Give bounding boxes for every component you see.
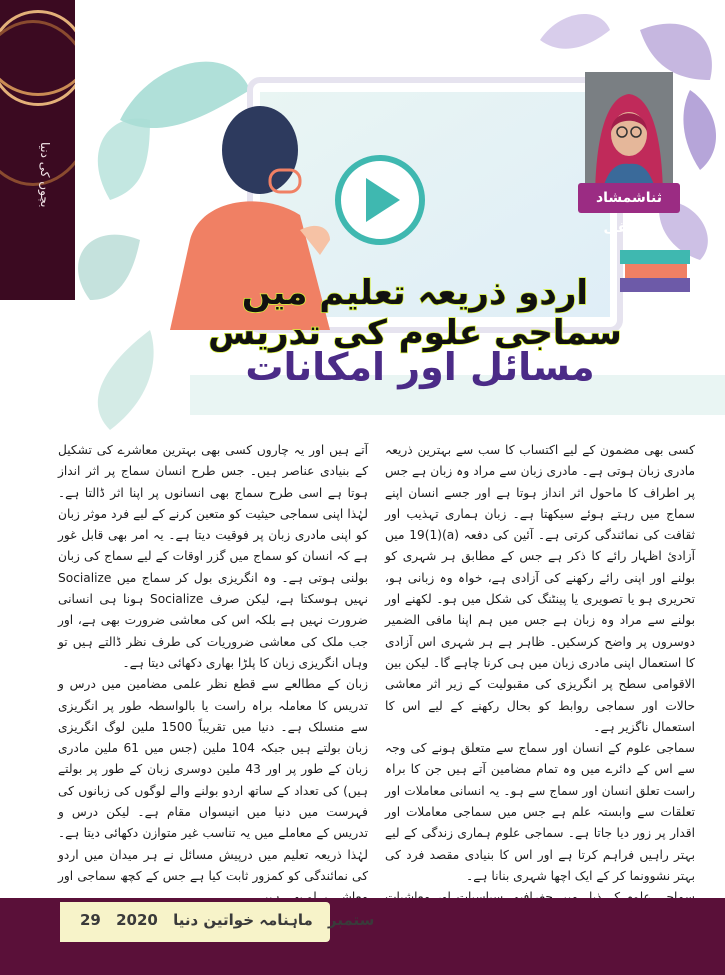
paragraph: کسی بھی مضمون کے لیے اکتساب کا سب سے بہترین ذریعہ مادری زبان ہوتی ہے۔ مادری زبان سے مراد وہ زبان ہے جس پر اطراف کا ماحول اثر انداز ہوتا ہے اور جسے انسان اپنے سماج میں رہتے ہوئے سیکھتا ہے۔ زبان ہماری تہذیب اور ثقافت کی نمائندگی کرتی ہے۔ آئین کی دفعہ (a)(1)19 میں آزادیٔ اظہار رائے کا ذکر ہے جس کے مطابق ہر شہری کو بولنے اور اپنی رائے رکھنے کی آزادی ہے، خواہ وہ زبانی ہو، تحریری ہو یا تصویری یا پینٹنگ کی شکل میں ہو۔ لکھنے اور بولنے سے مراد وہ زبان ہے جس میں ہم اپنا مافی الضمیر دوسروں پر واضح کرسکیں۔ ظاہر ہے ہر شہری اس آزادی کا استعمال اپنی مادری زبان میں ہی کرنا چاہے گا۔ لیکن بین الاقوامی سطح پر انگریزی کی مقبولیت کے زیر اثر معاشی حالات اور سماجی روابط کو بحال رکھنے کے لیے اس کا استعمال ناگزیر ہے۔	[385, 443, 696, 734]
footer	[80, 911, 384, 929]
person-illustration	[222, 106, 298, 194]
paragraph: آتے ہیں اور یہ چاروں کسی بھی بہترین معاشرے کی تشکیل کے بنیادی عناصر ہیں۔ جس طرح انسان سماج پر اثر انداز ہوتا ہے اسی طرح سماج بھی انسانوں پر اپنا اثر ڈالتا ہے۔ لہٰذا اپنی سماجی حیثیت کو متعین کرنے کے لیے فرد موثر زبان کو اپنی مادری زبان پر فوقیت دیتا ہے۔ یہ امر بھی قابل غور ہے کہ انسان کو سماج میں گزر اوقات کے لیے سماج کی زبان بولنی ہوتی ہے۔ وہ انگریزی بول کر سماج میں Socialize نہیں ہوسکتا ہے، لیکن صرف Socialize ہونا ہی انسانی ضرورت نہیں ہے بلکہ اس کی معاشی ضرورت بھی ہے، اور جب ملک کی معاشی ضروریات کی طرف نظر ڈالتے ہیں تو وہاں انگریزی زبان کا پلڑا بھاری دکھائی دیتا ہے۔	[58, 443, 368, 670]
footer-month: ستمبر	[328, 911, 375, 929]
text-column-left	[58, 440, 368, 909]
footer-year: 2020	[116, 911, 158, 929]
paragraph: سماجی علوم کے انسان اور سماج سے متعلق ہونے کی وجہ سے اس کے دائرے میں وہ تمام مضامین آتے ہیں جن کا براہ راست تعلق انسان اور سماج سے ہو۔ یہ انسانی معاملات اور تعلقات سے وابستہ علم ہے جس میں سماجی معاملات اور اقدار پر زور دیا جاتا ہے۔ سماجی علوم ہماری زندگی کے لیے بہتر راہیں فراہم کرتا ہے اور اس کا بنیادی مقصد فرد کی بہتر نشوونما کر کے ایک اچھا شہری بنانا ہے۔	[385, 741, 695, 883]
text-column-right	[385, 440, 695, 930]
magazine-name: ماہنامہ خواتین دنیا	[173, 911, 313, 929]
author-name: ثناشمشاد صدیقی	[578, 183, 680, 213]
paragraph: زبان کے مطالعے سے قطع نظر علمی مضامین میں درس و تدریس کا معاملہ براہ راست یا بالواسطہ طور پر انگریزی سے منسلک ہے۔ دنیا میں تقریباً 1500 ملین لوگ انگریزی زبان بولتے ہیں جبکہ 104 ملین (جس میں 61 ملین مادری زبان کے طور پر اور 43 ملین دوسری زبان کے طور پر بولتے ہیں) کی تعداد کے ساتھ اردو بولنے والے لوگوں کی زبانوں کی فہرست میں دنیا میں انیسواں مقام ہے۔ لیکن درس و تدریس کے معاملے میں یہ تناسب غیر متوازن دکھائی دیتا ہے۔ لہٰذا ذریعہ تعلیم میں درپیش مسائل نے ہر میدان میں اردو کی نمائندگی کو کمزور ثابت کیا ہے جس کے کچھ سماجی اور	[58, 677, 368, 883]
section-label: بچوں کی دنیا	[38, 142, 52, 208]
article-subtitle: مسائل اور امکانات	[245, 345, 595, 389]
article-title: اردو ذریعہ تعلیم میں سماجی علوم کی تدریس	[208, 273, 622, 353]
page-number: 29	[80, 911, 101, 929]
